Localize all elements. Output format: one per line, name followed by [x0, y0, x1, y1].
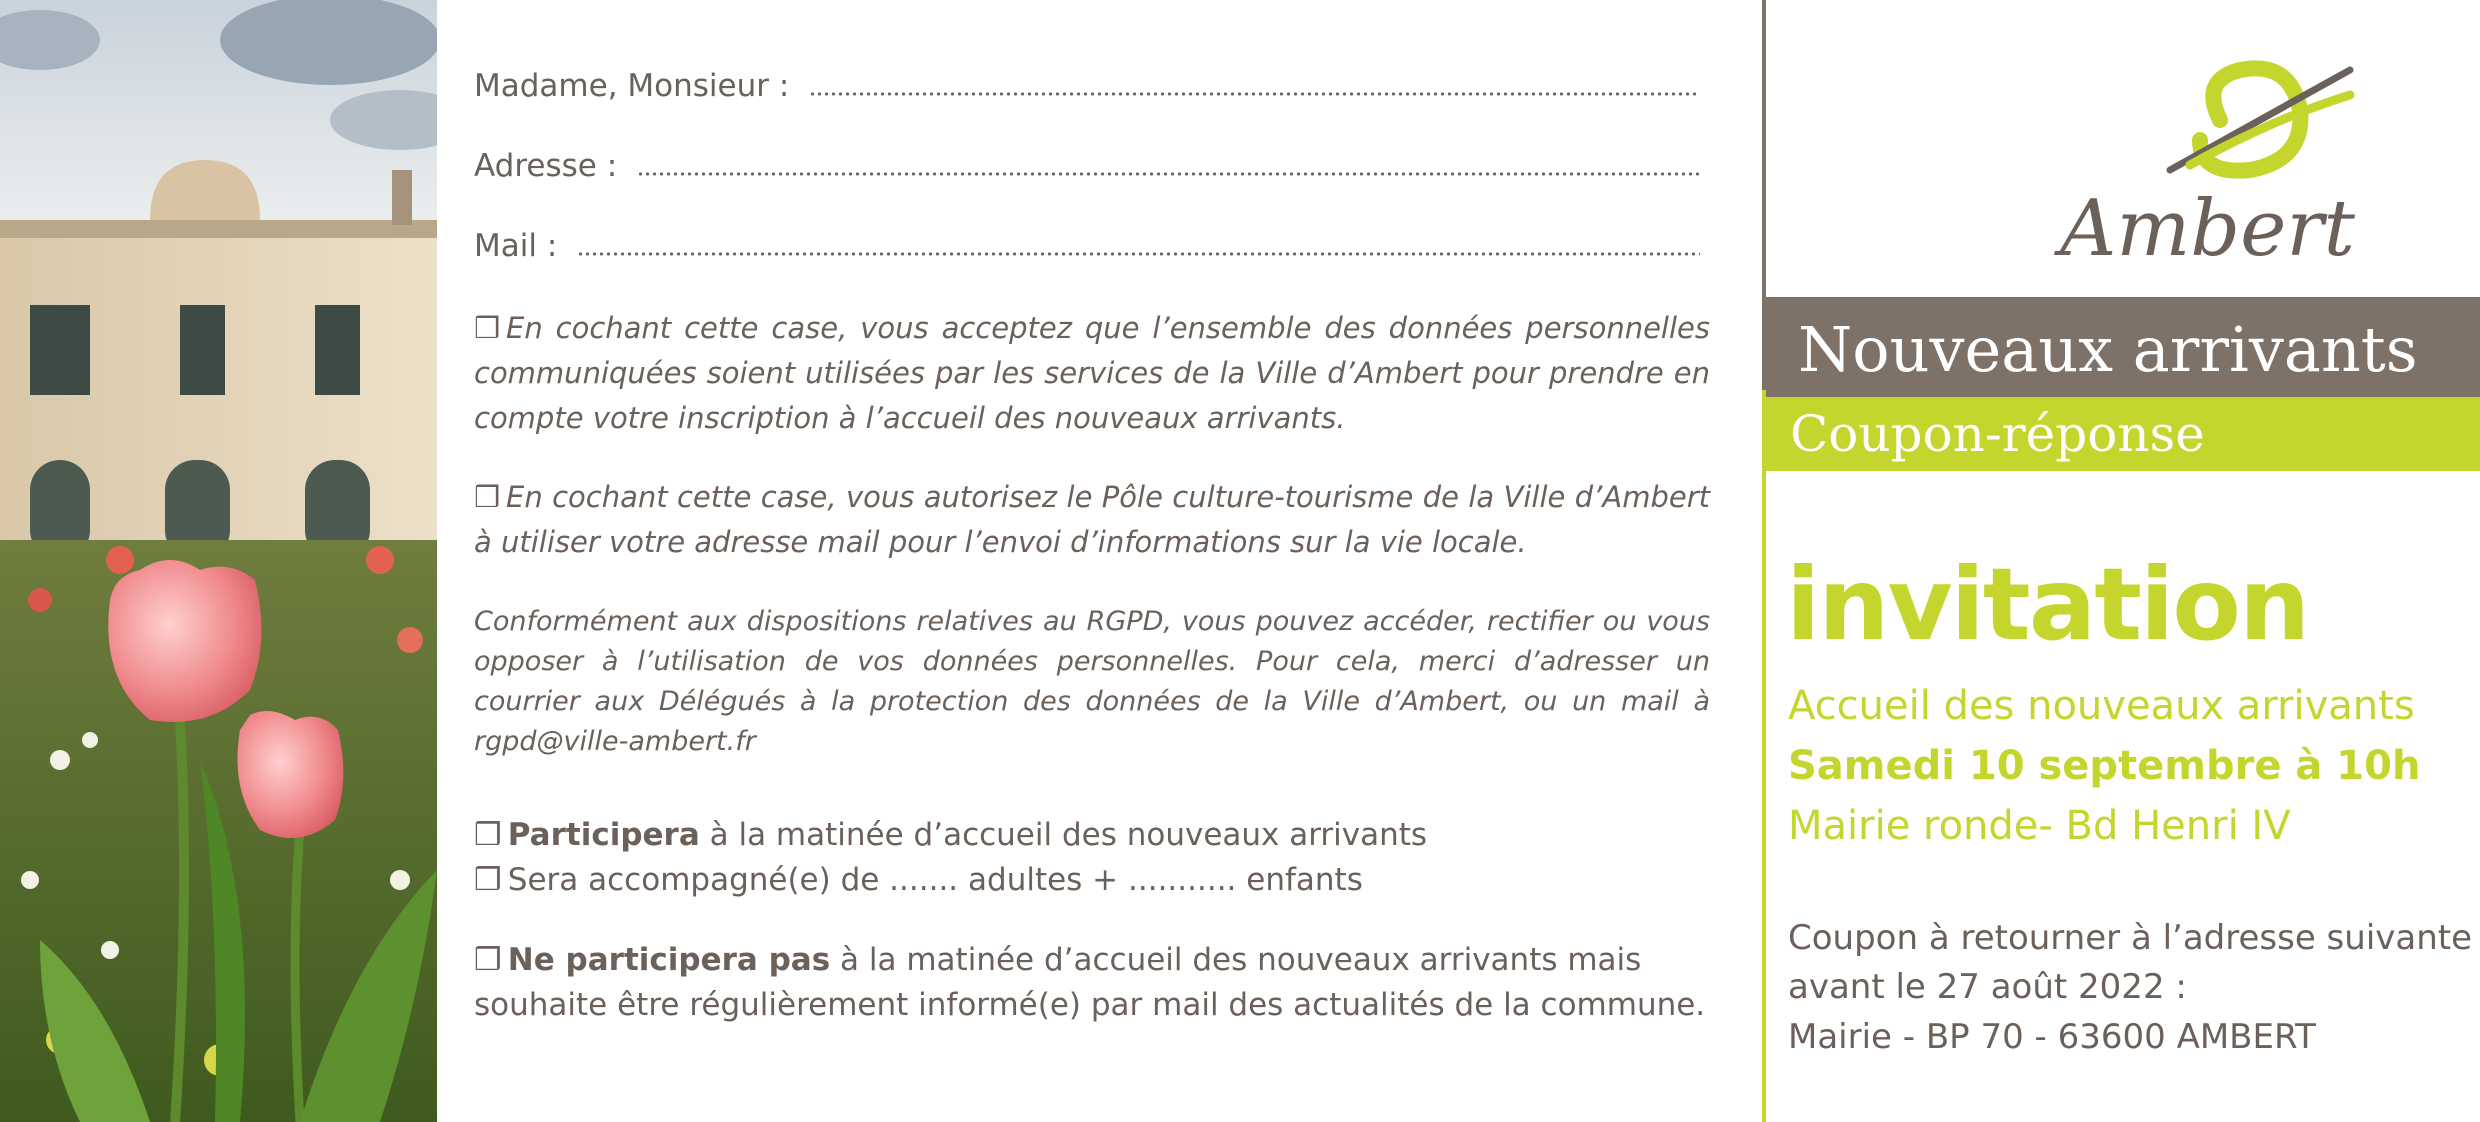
address-label: Adresse : [474, 148, 618, 184]
not-participate-text: à la matinée d’accueil des nouveaux arrivants mais souhaite être régulièrement informé(e) par mail des actualités de la commune. [474, 942, 1706, 1023]
accompanied-text: Sera accompagné(e) de ....... adultes + ........... enfants [507, 862, 1363, 898]
checkbox-icon[interactable]: ❒ [474, 311, 500, 345]
checkbox-icon[interactable]: ❒ [474, 862, 502, 898]
consent-mail-paragraph [474, 475, 1710, 565]
return-line-2: avant le 27 août 2022 : [1788, 967, 2187, 1007]
consent-data-text: En cochant cette case, vous acceptez que l’ensemble des données personnelles communiquées soient utilisées par les services de la Ville d’Ambert pour prendre en compte votre inscription à l’accueil des nouveaux arrivants. [474, 311, 1710, 435]
subtitle-banner [1766, 397, 2480, 471]
option-participate [474, 813, 1710, 903]
name-label: Madame, Monsieur : [474, 68, 790, 104]
return-line-1: Coupon à retourner à l’adresse suivante [1788, 918, 2473, 958]
checkbox-icon[interactable]: ❒ [474, 480, 500, 514]
invitation-heading: invitation [1786, 546, 2309, 663]
participate-bold: Participera [507, 817, 700, 853]
consent-mail-text: En cochant cette case, vous autorisez le Pôle culture-tourisme de la Ville d’Ambert à utiliser votre adresse mail pour l’envoi d’informations sur la vie locale. [474, 480, 1710, 559]
mail-label: Mail : [474, 228, 558, 264]
mail-field[interactable] [474, 228, 1700, 264]
banner-title: Nouveaux arrivants [1798, 313, 2418, 386]
vertical-divider-accent [1762, 390, 1766, 1122]
address-dotted-line[interactable] [637, 172, 1700, 176]
logo-text: Ambert [2060, 184, 2356, 270]
tulips-photo [0, 0, 437, 1122]
checkbox-icon[interactable]: ❒ [474, 817, 502, 853]
name-field[interactable] [474, 68, 1700, 104]
address-field[interactable] [474, 148, 1700, 184]
option-not-participate [474, 938, 1710, 1028]
event-name: Accueil des nouveaux arrivants [1788, 683, 2415, 729]
event-place: Mairie ronde- Bd Henri IV [1788, 803, 2291, 849]
consent-data-paragraph [474, 306, 1710, 441]
mail-dotted-line[interactable] [577, 252, 1700, 256]
title-banner [1766, 297, 2480, 397]
not-participate-bold: Ne participera pas [507, 942, 831, 978]
event-date: Samedi 10 septembre à 10h [1788, 743, 2421, 789]
name-dotted-line[interactable] [809, 92, 1700, 96]
banner-subtitle: Coupon-réponse [1790, 405, 2205, 463]
return-address: Mairie - BP 70 - 63600 AMBERT [1788, 1017, 2316, 1057]
checkbox-icon[interactable]: ❒ [474, 942, 502, 978]
ambert-logo [2050, 50, 2380, 270]
rgpd-paragraph: Conformément aux dispositions relatives au RGPD, vous pouvez accéder, rectifier ou vous opposer à l’utilisation de vos données personnelles. Pour cela, merci d’adresser un courrier aux Délégués à la protection des données de la Ville d’Ambert, ou un mail à rgpd@ville-ambert.fr [474, 606, 1710, 757]
participate-text: à la matinée d’accueil des nouveaux arrivants [699, 817, 1428, 853]
reply-form [474, 0, 1710, 1122]
